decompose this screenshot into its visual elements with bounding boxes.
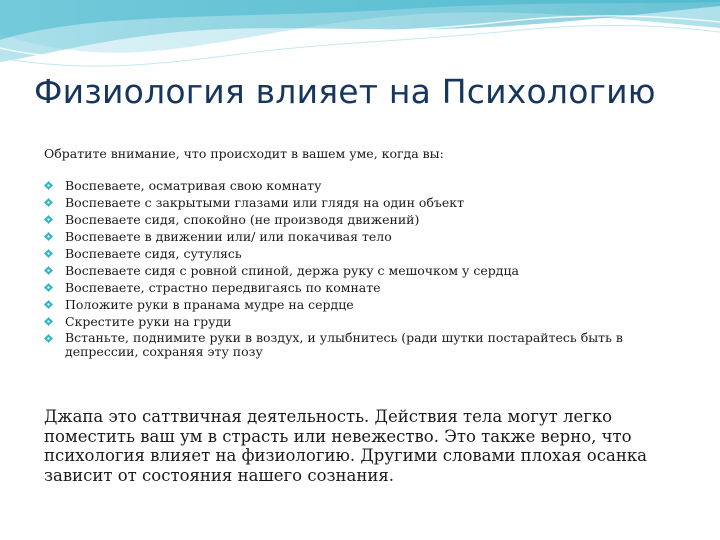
bullet-item	[44, 244, 684, 261]
bullet-text: Воспеваете, страстно передвигаясь по комнате	[65, 280, 381, 295]
bullet-item	[44, 312, 684, 329]
bullet-text: Воспеваете сидя, спокойно (не производя движений)	[65, 212, 420, 227]
bullet-text: Воспеваете с закрытыми глазами или глядя на один объект	[65, 195, 465, 210]
bullet-list	[44, 176, 684, 359]
bullet-text: Воспеваете сидя с ровной спиной, держа руку с мешочком у сердца	[65, 263, 519, 278]
teal-fleuron-bullet-icon	[44, 334, 53, 343]
bullet-item	[44, 295, 684, 312]
bullet-item	[44, 329, 684, 359]
bullet-item	[44, 227, 684, 244]
bullet-item	[44, 261, 684, 278]
bullet-text: Положите руки в пранама мудре на сердце	[65, 297, 354, 312]
bullet-item	[44, 210, 684, 227]
teal-fleuron-bullet-icon	[44, 283, 53, 292]
bullet-text: Встаньте, поднимите руки в воздух, и улыбнитесь (ради шутки постарайтесь быть в депрессии, сохраняя эту позу	[65, 330, 623, 359]
teal-fleuron-bullet-icon	[44, 215, 53, 224]
teal-fleuron-bullet-icon	[44, 198, 53, 207]
teal-fleuron-bullet-icon	[44, 317, 53, 326]
teal-fleuron-bullet-icon	[44, 181, 53, 190]
bullet-text: Воспеваете, осматривая свою комнату	[65, 178, 322, 193]
bullet-text: Скрестите руки на груди	[65, 314, 232, 329]
bullet-item	[44, 278, 684, 295]
teal-fleuron-bullet-icon	[44, 249, 53, 258]
teal-fleuron-bullet-icon	[44, 300, 53, 309]
slide-content	[44, 146, 684, 359]
bullet-text: Воспеваете в движении или/ или покачивая тело	[65, 229, 392, 244]
bullet-item	[44, 176, 684, 193]
teal-fleuron-bullet-icon	[44, 266, 53, 275]
bullet-item	[44, 193, 684, 210]
teal-fleuron-bullet-icon	[44, 232, 53, 241]
intro-text: Обратите внимание, что происходит в вашем уме, когда вы:	[44, 146, 444, 161]
closing-paragraph: Джапа это саттвичная деятельность. Действия тела могут легко поместить ваш ум в страсть или невежество. Это также верно, что психология влияет на физиологию. Другими словами плохая осанка зависит от состояния нашего сознания.	[44, 407, 647, 485]
slide-title: Физиология влияет на Психологию	[34, 72, 656, 111]
bullet-text: Воспеваете сидя, сутулясь	[65, 246, 242, 261]
